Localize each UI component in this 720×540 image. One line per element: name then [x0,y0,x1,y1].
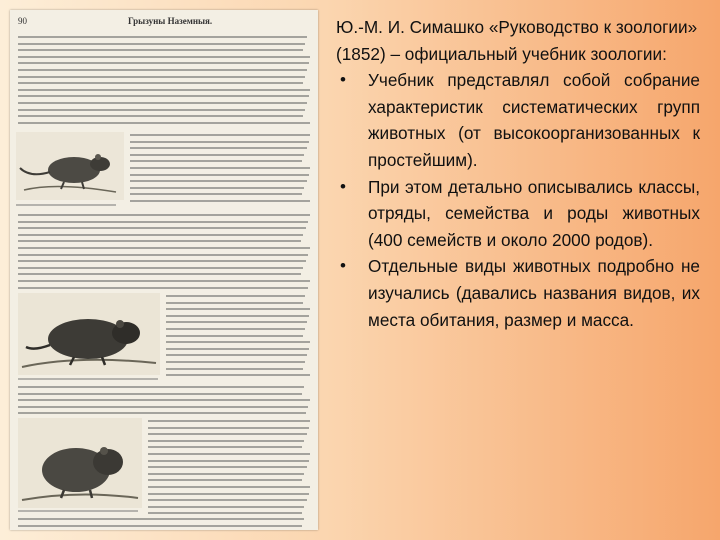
figure-caption-line [18,510,138,512]
scan-text-line [18,518,304,520]
scan-text-line [130,167,310,169]
bullet-item [336,174,700,254]
scan-text-line [18,287,308,289]
scan-text-line [18,406,308,408]
bullet-text: Учебник представлял собой собрание характеристик систематических групп животных (от высокоорганизованных к простейшим). [368,70,700,170]
scan-running-title: Грызуны Наземныя. [128,16,213,26]
scan-text-line [18,102,307,104]
scan-text-line [18,386,304,388]
scan-text-line [166,328,305,330]
scan-text-line [18,273,301,275]
scan-text-line [18,214,310,216]
vole-illustration [18,293,160,375]
scan-text-line [148,493,309,495]
scan-text-line [130,154,304,156]
scan-text-line [148,479,302,481]
scan-text-line [148,453,310,455]
scan-text-line [18,254,308,256]
scan-text-line [148,427,309,429]
figure-caption-line [16,204,116,206]
scan-text-line [18,82,303,84]
scan-text-line [130,147,307,149]
scan-text-line [148,440,304,442]
scan-text-line [166,335,303,337]
scan-text-line [166,361,305,363]
scan-text-line [18,234,303,236]
scan-text-line [18,399,310,401]
scan-text-line [166,354,307,356]
scan-text-line [148,420,310,422]
scan-text-line [166,315,309,317]
scan-text-line [130,187,304,189]
bullet-icon: • [340,256,346,276]
scan-page-number: 90 [18,16,27,26]
scan-text-line [18,280,310,282]
bullet-list [336,67,700,333]
scan-text-line [166,341,310,343]
scan-text-line [148,460,309,462]
rat-illustration-1 [16,132,124,200]
scan-text-line [130,160,302,162]
bullet-item [336,253,700,333]
scan-text-line [18,247,310,249]
bullet-text: При этом детально описывались классы, отряды, семейства и роды животных (400 семейств и около 2000 родов). [368,176,700,250]
scan-text-line [130,200,310,202]
bullet-icon: • [340,70,346,90]
scan-text-line [148,466,307,468]
scan-text-line [166,321,307,323]
bullet-icon: • [340,176,346,196]
scan-text-line [18,260,306,262]
scan-text-line [18,109,305,111]
scan-text-line [130,141,309,143]
scan-text-line [166,302,303,304]
scan-text-line [18,49,303,51]
scan-text-line [18,95,309,97]
scan-text-line [148,499,307,501]
scan-text-line [166,308,310,310]
scan-text-line [18,36,307,38]
scan-header [18,16,310,30]
scan-text-line [166,374,310,376]
scan-text-line [18,525,302,527]
bullet-text: Отдельные виды животных подробно не изучались (давались названия видов, их места обитания, размер и масса. [368,256,700,330]
scan-text-line [166,368,303,370]
slide-intro: Ю.-М. И. Симашко «Руководство к зоологии» (1852) – официальный учебник зоологии: [336,17,698,64]
bullet-item [336,67,700,173]
scan-text-line [130,134,310,136]
scan-text-line [18,76,305,78]
scan-text-line [166,295,305,297]
scan-text-line [166,348,309,350]
scan-text-line [18,56,310,58]
scan-text-line [130,193,302,195]
scan-text-line [18,393,302,395]
textbook-page-scan [10,10,318,530]
scan-text-line [148,473,304,475]
scan-text-line [18,267,303,269]
scan-text-line [18,62,309,64]
scan-text-line [18,412,306,414]
scan-text-line [18,221,308,223]
scan-text-line [148,506,304,508]
scan-text-line [18,43,305,45]
scan-text-line [18,69,307,71]
scan-text-line [18,122,310,124]
scan-text-line [148,512,302,514]
scan-text-line [18,240,301,242]
scan-text-line [148,446,302,448]
slide-text [336,14,700,333]
figure-caption-line [18,378,158,380]
scan-text-line [18,89,310,91]
scan-text-line [130,180,307,182]
hamster-illustration [18,418,142,508]
scan-text-line [148,433,307,435]
scan-text-line [18,115,303,117]
scan-text-line [148,486,310,488]
scan-text-line [130,174,309,176]
scan-text-line [18,227,306,229]
